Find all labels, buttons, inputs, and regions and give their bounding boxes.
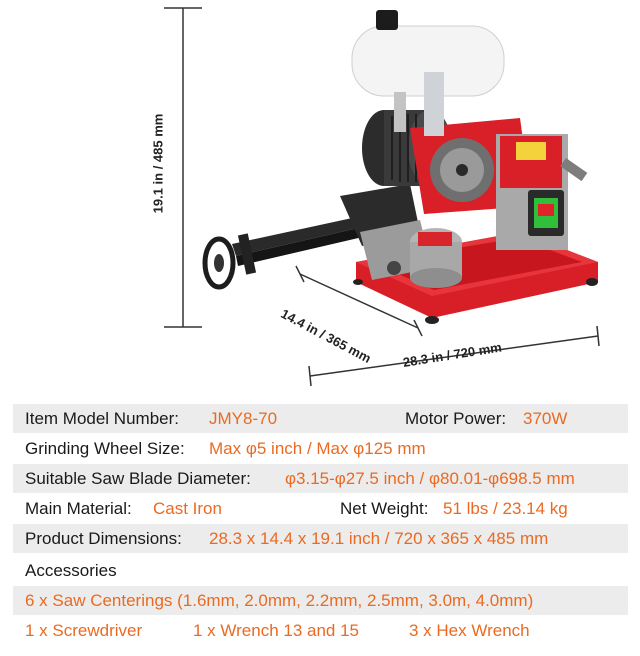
wheel-value: Max φ5 inch / Max φ125 mm [209,439,426,458]
accessories-label: Accessories [25,561,117,580]
height-dimension-label: 19.1 in / 485 mm [150,113,166,214]
spec-row-wheel [13,434,628,463]
spec-table [13,404,628,651]
dims-label: Product Dimensions: [25,529,182,548]
power-label: Motor Power: [405,409,507,428]
blade-label: Suitable Saw Blade Diameter: [25,469,251,488]
spec-row-model-power [13,404,628,433]
model-value: JMY8-70 [209,409,278,428]
spec-row-dimensions [13,524,628,553]
material-label: Main Material: [25,499,132,518]
dims-value: 28.3 x 14.4 x 19.1 inch / 720 x 365 x 485 mm [209,529,549,548]
accessory-hex: 3 x Hex Wrench [409,621,530,640]
spec-row-accessories-heading [13,556,628,585]
height-dimension-line [164,8,202,327]
spec-row-tools [13,616,628,645]
width-dimension-label: 28.3 in / 720 mm [401,339,503,370]
accessory-wrench: 1 x Wrench 13 and 15 [193,621,360,640]
model-label: Item Model Number: [25,409,179,428]
weight-value: 51 lbs / 23.14 kg [443,499,568,518]
depth-dimension-label: 14.4 in / 365 mm [278,305,374,366]
accessory-centerings: 6 x Saw Centerings (1.6mm, 2.0mm, 2.2mm, 2.5mm, 3.0m, 4.0mm) [25,591,534,610]
accessory-screwdriver: 1 x Screwdriver [25,621,143,640]
material-value: Cast Iron [153,499,222,518]
spec-row-material-weight [13,494,628,523]
wheel-label: Grinding Wheel Size: [25,439,185,458]
power-value: 370W [523,409,568,428]
weight-label: Net Weight: [340,499,429,518]
blade-value: φ3.15-φ27.5 inch / φ80.01-φ698.5 mm [285,469,575,488]
spec-row-centerings [13,586,628,615]
spec-row-blade [13,464,628,493]
